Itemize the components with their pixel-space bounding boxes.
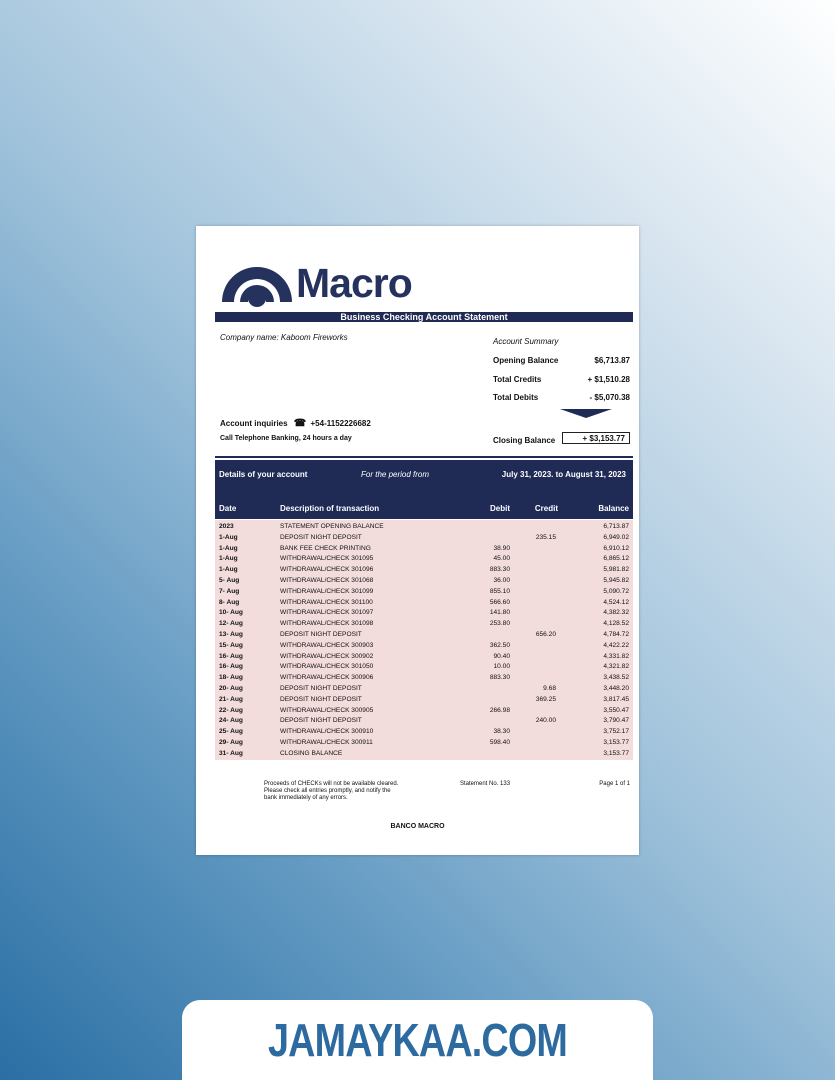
row-description: WITHDRAWAL/CHECK 301097 xyxy=(280,609,374,617)
table-row xyxy=(215,749,633,760)
row-description: WITHDRAWAL/CHECK 300911 xyxy=(280,738,373,746)
row-debit: 45.00 xyxy=(493,555,510,563)
row-balance: 6,910.12 xyxy=(603,544,629,552)
row-date: 16- Aug xyxy=(219,663,243,671)
table-row xyxy=(215,641,633,652)
row-balance: 3,153.77 xyxy=(603,738,629,746)
row-balance: 6,949.02 xyxy=(603,533,629,541)
phone-number: +54-1152226682 xyxy=(310,419,371,428)
row-date: 16- Aug xyxy=(219,652,243,660)
row-debit: 362.50 xyxy=(489,641,510,649)
inquiries-label: Account inquiries xyxy=(220,419,288,428)
row-balance: 3,790.47 xyxy=(603,717,629,725)
row-balance: 4,331.82 xyxy=(603,652,629,660)
row-description: WITHDRAWAL/CHECK 301096 xyxy=(280,566,374,574)
row-balance: 6,713.87 xyxy=(603,523,629,530)
row-debit: 141.80 xyxy=(489,609,510,617)
macro-logo xyxy=(220,258,430,308)
table-row xyxy=(215,716,633,727)
row-description: WITHDRAWAL/CHECK 300903 xyxy=(280,641,374,649)
table-row xyxy=(215,619,633,630)
row-description: WITHDRAWAL/CHECK 300906 xyxy=(280,674,374,682)
company-name: Company name: Kaboom Fireworks xyxy=(220,333,348,342)
row-description: WITHDRAWAL/CHECK 301099 xyxy=(280,587,374,595)
brand-name: Macro xyxy=(296,260,412,306)
row-date: 25- Aug xyxy=(219,728,243,736)
row-description: BANK FEE CHECK PRINTING xyxy=(280,544,371,552)
row-debit: 253.80 xyxy=(489,620,510,628)
row-debit: 36.00 xyxy=(493,576,510,584)
row-balance: 4,128.52 xyxy=(603,620,629,628)
period-label: For the period from xyxy=(361,470,430,479)
row-description: WITHDRAWAL/CHECK 300905 xyxy=(280,706,374,714)
row-balance: 3,448.20 xyxy=(603,684,629,692)
row-description: DEPOSIT NIGHT DEPOSIT xyxy=(280,684,362,692)
row-balance: 3,550.47 xyxy=(603,706,629,714)
row-date: 31- Aug xyxy=(219,749,243,757)
phone-icon: ☎ xyxy=(293,418,307,429)
row-date: 24- Aug xyxy=(219,717,243,725)
row-date: 5- Aug xyxy=(219,576,240,584)
row-debit: 855.10 xyxy=(489,587,510,595)
row-date: 13- Aug xyxy=(219,630,243,638)
row-balance: 4,321.82 xyxy=(603,663,629,671)
row-credit: 235.15 xyxy=(535,533,556,541)
total-debits-value: - $5,070.38 xyxy=(589,393,630,402)
row-debit: 38.90 xyxy=(493,544,510,552)
row-description: DEPOSIT NIGHT DEPOSIT xyxy=(280,533,362,541)
row-balance: 3,752.17 xyxy=(603,728,629,736)
row-debit: 883.30 xyxy=(489,674,510,682)
row-debit: 90.40 xyxy=(493,652,510,660)
row-balance: 5,945.82 xyxy=(603,576,629,584)
opening-balance-label: Opening Balance xyxy=(493,356,559,365)
row-date: 10- Aug xyxy=(219,609,243,617)
row-balance: 4,524.12 xyxy=(603,598,629,606)
statement-title: Business Checking Account Statement xyxy=(215,312,633,322)
row-balance: 4,422.22 xyxy=(603,641,629,649)
table-row xyxy=(215,652,633,663)
row-balance: 3,153.77 xyxy=(603,749,629,757)
table-row xyxy=(215,684,633,695)
opening-balance-row xyxy=(493,356,630,368)
row-balance: 5,981.82 xyxy=(603,566,629,574)
table-row xyxy=(215,695,633,706)
closing-balance-value: + $3,153.77 xyxy=(562,432,630,444)
row-date: 12- Aug xyxy=(219,620,243,628)
summary-arrow-icon xyxy=(560,409,612,418)
table-row xyxy=(215,662,633,673)
row-date: 22- Aug xyxy=(219,706,243,714)
row-description: WITHDRAWAL/CHECK 301100 xyxy=(280,598,373,606)
account-inquiries xyxy=(220,418,371,429)
row-description: WITHDRAWAL/CHECK 301068 xyxy=(280,576,374,584)
row-description: STATEMENT OPENING BALANCE xyxy=(280,523,384,530)
table-row xyxy=(215,554,633,565)
header-divider xyxy=(215,456,633,458)
macro-logo-icon xyxy=(220,258,294,308)
bank-name: BANCO MACRO xyxy=(390,823,445,830)
table-row xyxy=(215,533,633,544)
row-date: 29- Aug xyxy=(219,738,243,746)
row-description: DEPOSIT NIGHT DEPOSIT xyxy=(280,630,362,638)
row-balance: 5,090.72 xyxy=(603,587,629,595)
row-description: WITHDRAWAL/CHECK 300910 xyxy=(280,728,374,736)
row-debit: 566.60 xyxy=(489,598,510,606)
row-debit: 10.00 xyxy=(493,663,510,671)
table-row xyxy=(215,522,633,533)
row-debit: 598.40 xyxy=(489,738,510,746)
row-date: 20- Aug xyxy=(219,684,243,692)
column-debit: Debit xyxy=(490,504,510,513)
total-credits-row xyxy=(493,375,630,387)
period-value: July 31, 2023. to August 31, 2023 xyxy=(501,470,626,479)
column-description: Description of transaction xyxy=(280,504,380,513)
opening-balance-value: $6,713.87 xyxy=(594,356,630,365)
row-date: 1-Aug xyxy=(219,544,238,552)
table-row xyxy=(215,608,633,619)
row-description: DEPOSIT NIGHT DEPOSIT xyxy=(280,717,362,725)
row-description: DEPOSIT NIGHT DEPOSIT xyxy=(280,695,362,703)
row-date: 15- Aug xyxy=(219,641,243,649)
row-balance: 6,865.12 xyxy=(603,555,629,563)
column-balance: Balance xyxy=(598,504,629,513)
watermark-banner xyxy=(182,1000,653,1080)
table-row xyxy=(215,706,633,717)
row-description: WITHDRAWAL/CHECK 301050 xyxy=(280,663,374,671)
row-description: WITHDRAWAL/CHECK 300902 xyxy=(280,652,374,660)
table-row xyxy=(215,738,633,749)
closing-balance-label: Closing Balance xyxy=(493,436,556,445)
row-credit: 9.68 xyxy=(543,684,556,692)
column-date: Date xyxy=(219,504,237,513)
row-date: 21- Aug xyxy=(219,695,243,703)
account-details-header xyxy=(215,460,633,519)
total-debits-row xyxy=(493,393,630,405)
row-balance: 4,382.32 xyxy=(603,609,629,617)
total-credits-label: Total Credits xyxy=(493,375,542,384)
table-row xyxy=(215,587,633,598)
row-date: 7- Aug xyxy=(219,587,240,595)
table-row xyxy=(215,544,633,555)
row-balance: 3,438.52 xyxy=(603,674,629,682)
row-debit: 38.30 xyxy=(493,728,510,736)
statement-number: Statement No. 133 xyxy=(460,781,511,787)
telephone-banking-note: Call Telephone Banking, 24 hours a day xyxy=(220,435,352,442)
row-date: 8- Aug xyxy=(219,598,240,606)
table-row xyxy=(215,598,633,609)
row-credit: 240.00 xyxy=(535,717,556,725)
row-date: 1-Aug xyxy=(219,566,238,574)
row-credit: 656.20 xyxy=(535,630,556,638)
row-description: WITHDRAWAL/CHECK 301098 xyxy=(280,620,374,628)
table-row xyxy=(215,576,633,587)
statement-page xyxy=(196,226,639,855)
column-credit: Credit xyxy=(534,504,558,513)
total-debits-label: Total Debits xyxy=(493,393,539,402)
row-balance: 4,784.72 xyxy=(603,630,629,638)
table-row xyxy=(215,673,633,684)
row-debit: 883.30 xyxy=(489,566,510,574)
account-summary-title: Account Summary xyxy=(493,337,559,346)
watermark-text: JAMAYKAA.COM xyxy=(268,1014,567,1066)
total-credits-value: + $1,510.28 xyxy=(587,375,630,384)
row-date: 1-Aug xyxy=(219,533,238,541)
page-number: Page 1 of 1 xyxy=(599,781,630,787)
table-row xyxy=(215,630,633,641)
row-debit: 266.98 xyxy=(489,706,510,714)
table-row xyxy=(215,565,633,576)
row-description: CLOSING BALANCE xyxy=(280,749,343,757)
row-description: WITHDRAWAL/CHECK 301095 xyxy=(280,555,374,563)
row-credit: 369.25 xyxy=(535,695,556,703)
transaction-table xyxy=(215,520,633,760)
table-row xyxy=(215,727,633,738)
row-balance: 3,817.45 xyxy=(603,695,629,703)
footer-note: Proceeds of CHECKs will not be available cleared. Please check all entries promptly, and notify the bank immediately of any errors. xyxy=(264,781,399,801)
row-date: 2023 xyxy=(219,523,234,530)
row-date: 18- Aug xyxy=(219,674,243,682)
details-title: Details of your account xyxy=(219,470,308,479)
row-date: 1-Aug xyxy=(219,555,238,563)
